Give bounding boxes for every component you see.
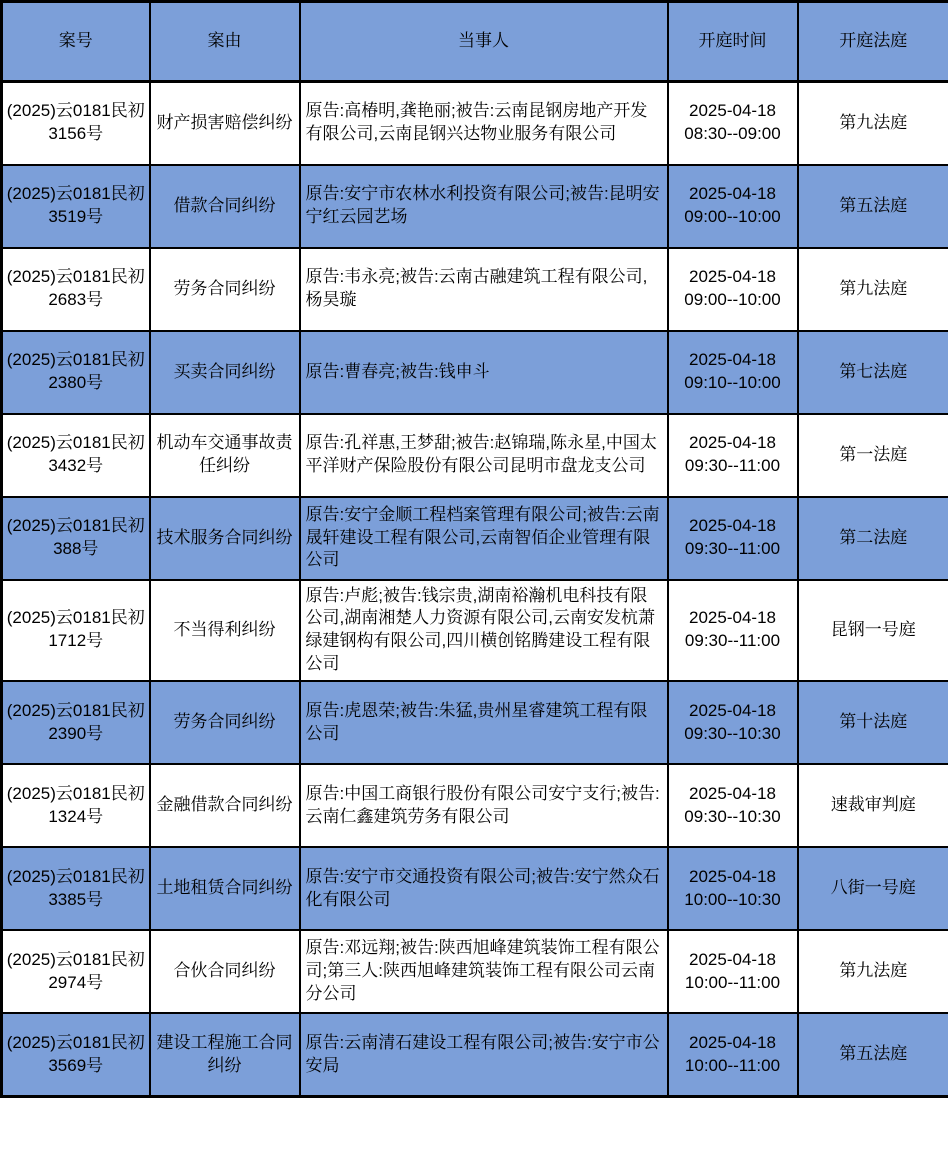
table-row xyxy=(2,248,948,331)
hearing-date: 2025-04-18 xyxy=(689,516,776,536)
case-number-cell: (2025)云0181民初388号 xyxy=(2,497,150,580)
courtroom-cell: 第一法庭 xyxy=(798,414,948,497)
case-number-cell: (2025)云0181民初1712号 xyxy=(2,580,150,682)
header-courtroom: 开庭法庭 xyxy=(798,2,948,82)
case-number-cell: (2025)云0181民初3519号 xyxy=(2,165,150,248)
cause-cell: 土地租赁合同纠纷 xyxy=(150,847,300,930)
table-header xyxy=(2,2,948,82)
case-number-cell: (2025)云0181民初2380号 xyxy=(2,331,150,414)
hearing-time-cell xyxy=(668,930,798,1013)
table-row xyxy=(2,331,948,414)
hearing-date: 2025-04-18 xyxy=(689,949,776,969)
cause-cell: 劳务合同纠纷 xyxy=(150,248,300,331)
courtroom-cell: 第五法庭 xyxy=(798,1013,948,1096)
case-number-cell: (2025)云0181民初3432号 xyxy=(2,414,150,497)
table-row xyxy=(2,930,948,1013)
header-cause: 案由 xyxy=(150,2,300,82)
parties-cell: 原告:孔祥惠,王梦甜;被告:赵锦瑞,陈永星,中国太平洋财产保险股份有限公司昆明市盘龙支公司 xyxy=(300,414,668,497)
courtroom-cell: 第九法庭 xyxy=(798,930,948,1013)
parties-cell: 原告:安宁金顺工程档案管理有限公司;被告:云南晟轩建设工程有限公司,云南智佰企业管理有限公司 xyxy=(300,497,668,580)
courtroom-cell: 第五法庭 xyxy=(798,165,948,248)
hearing-time-range: 09:30--11:00 xyxy=(684,456,781,475)
parties-cell: 原告:云南清石建设工程有限公司;被告:安宁市公安局 xyxy=(300,1013,668,1096)
hearing-time-range: 10:00--11:00 xyxy=(684,1055,781,1075)
hearing-time-cell xyxy=(668,1013,798,1096)
hearing-time-cell xyxy=(668,764,798,847)
table-row xyxy=(2,82,948,165)
hearing-time-cell xyxy=(668,497,798,580)
hearing-date: 2025-04-18 xyxy=(689,350,776,370)
parties-cell: 原告:中国工商银行股份有限公司安宁支行;被告:云南仁鑫建筑劳务有限公司 xyxy=(300,764,668,847)
cause-cell: 建设工程施工合同纠纷 xyxy=(150,1013,300,1096)
courtroom-cell: 速裁审判庭 xyxy=(798,764,948,847)
hearing-time-cell xyxy=(668,248,798,331)
hearing-date: 2025-04-18 xyxy=(689,101,776,121)
courtroom-cell: 第二法庭 xyxy=(798,497,948,580)
hearing-date: 2025-04-18 xyxy=(689,783,776,803)
hearing-time-range: 09:30--11:00 xyxy=(684,539,781,558)
hearing-time-range: 09:00--10:00 xyxy=(684,207,781,226)
table-row xyxy=(2,165,948,248)
hearing-time-range: 09:30--11:00 xyxy=(684,631,781,651)
cause-cell: 机动车交通事故责任纠纷 xyxy=(150,414,300,497)
header-parties: 当事人 xyxy=(300,2,668,82)
hearing-time-range: 10:00--10:30 xyxy=(684,889,781,909)
cause-cell: 合伙合同纠纷 xyxy=(150,930,300,1013)
table-row xyxy=(2,681,948,764)
table-row xyxy=(2,847,948,930)
hearing-date: 2025-04-18 xyxy=(689,608,776,628)
table-row xyxy=(2,497,948,580)
table-row xyxy=(2,580,948,682)
cause-cell: 财产损害赔偿纠纷 xyxy=(150,82,300,165)
cause-cell: 不当得利纠纷 xyxy=(150,580,300,682)
parties-cell: 原告:高椿明,龚艳丽;被告:云南昆钢房地产开发有限公司,云南昆钢兴达物业服务有限公司 xyxy=(300,82,668,165)
hearing-time-range: 09:30--10:30 xyxy=(684,806,781,826)
hearing-date: 2025-04-18 xyxy=(689,1032,776,1052)
hearing-time-range: 10:00--11:00 xyxy=(684,972,781,992)
courtroom-cell: 昆钢一号庭 xyxy=(798,580,948,682)
case-number-cell: (2025)云0181民初3569号 xyxy=(2,1013,150,1096)
header-row xyxy=(2,2,948,82)
case-number-cell: (2025)云0181民初3156号 xyxy=(2,82,150,165)
parties-cell: 原告:曹春亮;被告:钱申斗 xyxy=(300,331,668,414)
cause-cell: 买卖合同纠纷 xyxy=(150,331,300,414)
table-row xyxy=(2,1013,948,1096)
case-number-cell: (2025)云0181民初2683号 xyxy=(2,248,150,331)
parties-cell: 原告:虎恩荣;被告:朱猛,贵州星睿建筑工程有限公司 xyxy=(300,681,668,764)
hearing-time-range: 08:30--09:00 xyxy=(684,124,781,144)
header-hearing-time: 开庭时间 xyxy=(668,2,798,82)
hearing-time-cell xyxy=(668,165,798,248)
case-number-cell: (2025)云0181民初2390号 xyxy=(2,681,150,764)
parties-cell: 原告:安宁市农林水利投资有限公司;被告:昆明安宁红云园艺场 xyxy=(300,165,668,248)
parties-cell: 原告:安宁市交通投资有限公司;被告:安宁然众石化有限公司 xyxy=(300,847,668,930)
hearing-time-cell xyxy=(668,82,798,165)
cause-cell: 金融借款合同纠纷 xyxy=(150,764,300,847)
hearing-time-cell xyxy=(668,414,798,497)
cause-cell: 技术服务合同纠纷 xyxy=(150,497,300,580)
hearing-date: 2025-04-18 xyxy=(689,700,776,720)
table-row xyxy=(2,764,948,847)
hearing-time-cell xyxy=(668,331,798,414)
parties-cell: 原告:卢彪;被告:钱宗贵,湖南裕瀚机电科技有限公司,湖南湘楚人力资源有限公司,云南安发杭萧绿建钢构有限公司,四川横创铭腾建设工程有限公司 xyxy=(300,580,668,682)
table-body xyxy=(2,82,948,1097)
hearing-time-cell xyxy=(668,580,798,682)
parties-cell: 原告:韦永亮;被告:云南古融建筑工程有限公司,杨昊璇 xyxy=(300,248,668,331)
table-row xyxy=(2,414,948,497)
hearing-date: 2025-04-18 xyxy=(689,433,776,453)
cause-cell: 借款合同纠纷 xyxy=(150,165,300,248)
cause-cell: 劳务合同纠纷 xyxy=(150,681,300,764)
case-number-cell: (2025)云0181民初3385号 xyxy=(2,847,150,930)
courtroom-cell: 第九法庭 xyxy=(798,248,948,331)
courtroom-cell: 第十法庭 xyxy=(798,681,948,764)
case-number-cell: (2025)云0181民初2974号 xyxy=(2,930,150,1013)
courtroom-cell: 第七法庭 xyxy=(798,331,948,414)
hearing-time-range: 09:00--10:00 xyxy=(684,290,781,309)
case-number-cell: (2025)云0181民初1324号 xyxy=(2,764,150,847)
hearing-time-cell xyxy=(668,681,798,764)
courtroom-cell: 第九法庭 xyxy=(798,82,948,165)
hearing-date: 2025-04-18 xyxy=(689,866,776,886)
hearing-time-range: 09:30--10:30 xyxy=(684,723,781,743)
hearing-time-cell xyxy=(668,847,798,930)
header-case-number: 案号 xyxy=(2,2,150,82)
hearing-date: 2025-04-18 xyxy=(689,184,776,204)
courtroom-cell: 八街一号庭 xyxy=(798,847,948,930)
parties-cell: 原告:邓远翔;被告:陕西旭峰建筑装饰工程有限公司;第三人:陕西旭峰建筑装饰工程有限公司云南分公司 xyxy=(300,930,668,1013)
hearing-time-range: 09:10--10:00 xyxy=(684,373,781,392)
hearing-date: 2025-04-18 xyxy=(689,267,776,287)
